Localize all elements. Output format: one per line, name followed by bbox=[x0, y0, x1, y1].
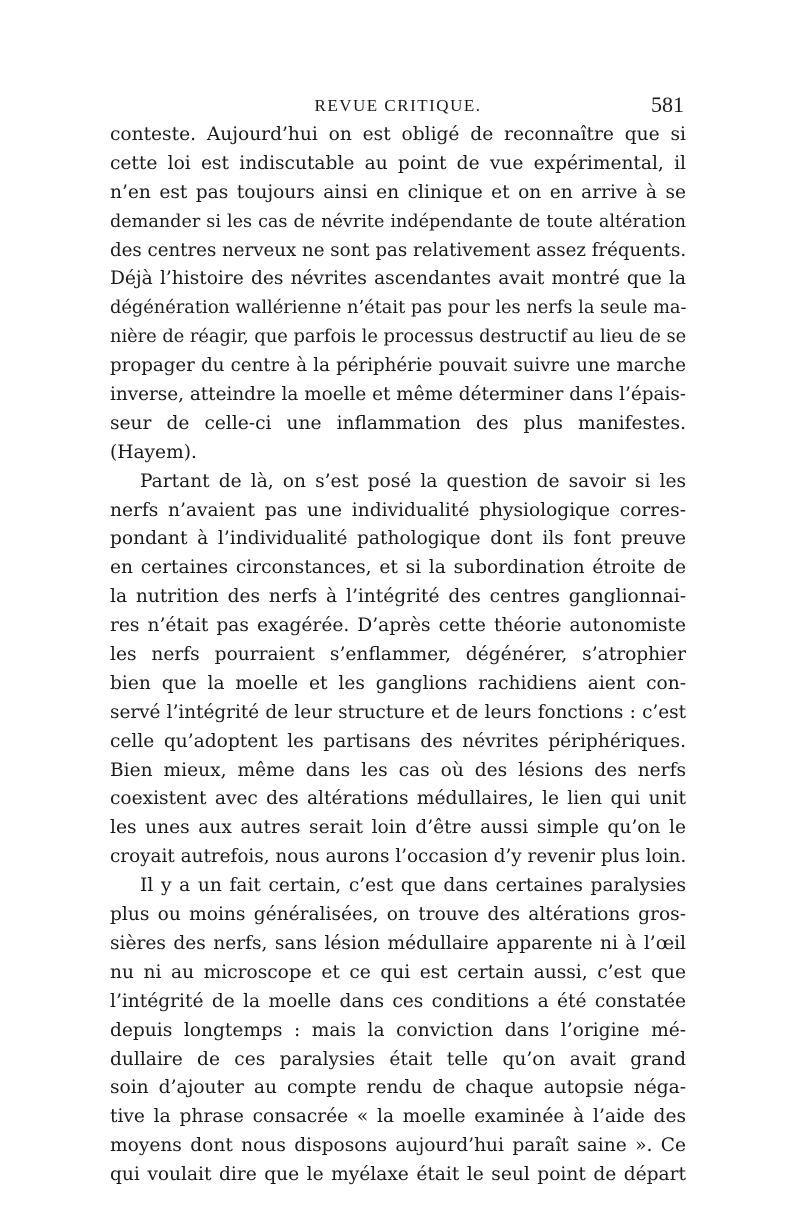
running-title: REVUE CRITIQUE. bbox=[314, 96, 482, 115]
text-line: les nerfs pourraient s’enflammer, dégénérer, s’atrophier bbox=[110, 644, 686, 666]
text-line: en certaines circonstances, et si la subordination étroite de bbox=[110, 557, 686, 579]
text-line: nerfs n’avaient pas une individualité physiologique corres- bbox=[110, 499, 686, 521]
text-line: celle qu’adoptent les partisans des névrites périphériques. bbox=[110, 730, 686, 752]
text-line: dégénération wallérienne n’était pas pour les nerfs la seule ma- bbox=[110, 297, 687, 319]
text-line: n’en est pas toujours ainsi en clinique et on en arrive à se bbox=[110, 181, 686, 203]
text-line: Bien mieux, même dans les cas où des lésions des nerfs bbox=[110, 759, 686, 781]
text-line: qui voulait dire que le myélaxe était le seul point de départ bbox=[110, 1164, 686, 1186]
text-line: cette loi est indiscutable au point de vue expérimental, il bbox=[110, 152, 686, 174]
text-line: servé l’intégrité de leur structure et de leurs fonctions : c’est bbox=[110, 701, 686, 723]
text-line: res n’était pas exagérée. D’après cette théorie autonomiste bbox=[110, 615, 686, 637]
text-line: seur de celle-ci une inflammation des plus manifestes. bbox=[110, 412, 686, 434]
text-line: croyait autrefois, nous aurons l’occasion d’y revenir plus loin. bbox=[110, 846, 687, 868]
text-line: pondant à l’individualité pathologique dont ils font preuve bbox=[110, 528, 686, 550]
text-line: depuis longtemps : mais la conviction dans l’origine mé- bbox=[110, 1019, 686, 1041]
text-line: coexistent avec des altérations médullaires, le lien qui unit bbox=[110, 788, 686, 810]
text-line: (Hayem). bbox=[110, 441, 197, 463]
running-head bbox=[110, 92, 686, 122]
text-line: bien que la moelle et les ganglions rachidiens aient con- bbox=[110, 672, 686, 694]
text-line: les unes aux autres serait loin d’être aussi simple qu’on le bbox=[110, 817, 686, 839]
text-line: demander si les cas de névrite indépendante de toute altération bbox=[110, 211, 686, 232]
text-line: sières des nerfs, sans lésion médullaire apparente ni à l’œil bbox=[110, 932, 686, 954]
text-line: la nutrition des nerfs à l’intégrité des centres ganglionnai- bbox=[110, 586, 686, 608]
text-line: dullaire de ces paralysies était telle qu’on avait grand bbox=[110, 1048, 686, 1070]
text-line: nu ni au microscope et ce qui est certain aussi, c’est que bbox=[110, 961, 686, 983]
text-line: tive la phrase consacrée « la moelle examinée à l’aide des bbox=[110, 1106, 686, 1128]
text-line: propager du centre à la périphérie pouvait suivre une marche bbox=[110, 355, 686, 377]
body-text bbox=[110, 121, 686, 1190]
page-number: 581 bbox=[651, 92, 684, 117]
text-line: des centres nerveux ne sont pas relativement assez fréquents. bbox=[110, 239, 687, 261]
text-line: Il y a un fait certain, c’est que dans certaines paralysies bbox=[140, 875, 686, 897]
text-line: soin d’ajouter au compte rendu de chaque autopsie néga- bbox=[110, 1077, 686, 1099]
text-line: Partant de là, on s’est posé la question de savoir si les bbox=[140, 470, 686, 492]
text-line: l’intégrité de la moelle dans ces conditions a été constatée bbox=[110, 990, 686, 1012]
text-line: plus ou moins généralisées, on trouve des altérations gros- bbox=[110, 904, 686, 926]
text-line: Déjà l’histoire des névrites ascendantes avait montré que la bbox=[110, 268, 686, 290]
text-line: moyens dont nous disposons aujourd’hui paraît saine ». Ce bbox=[110, 1135, 686, 1157]
text-line: nière de réagir, que parfois le processus destructif au lieu de se bbox=[110, 326, 687, 348]
text-line: conteste. Aujourd’hui on est obligé de reconnaître que si bbox=[110, 124, 686, 145]
text-line: inverse, atteindre la moelle et même déterminer dans l’épais- bbox=[110, 384, 686, 406]
